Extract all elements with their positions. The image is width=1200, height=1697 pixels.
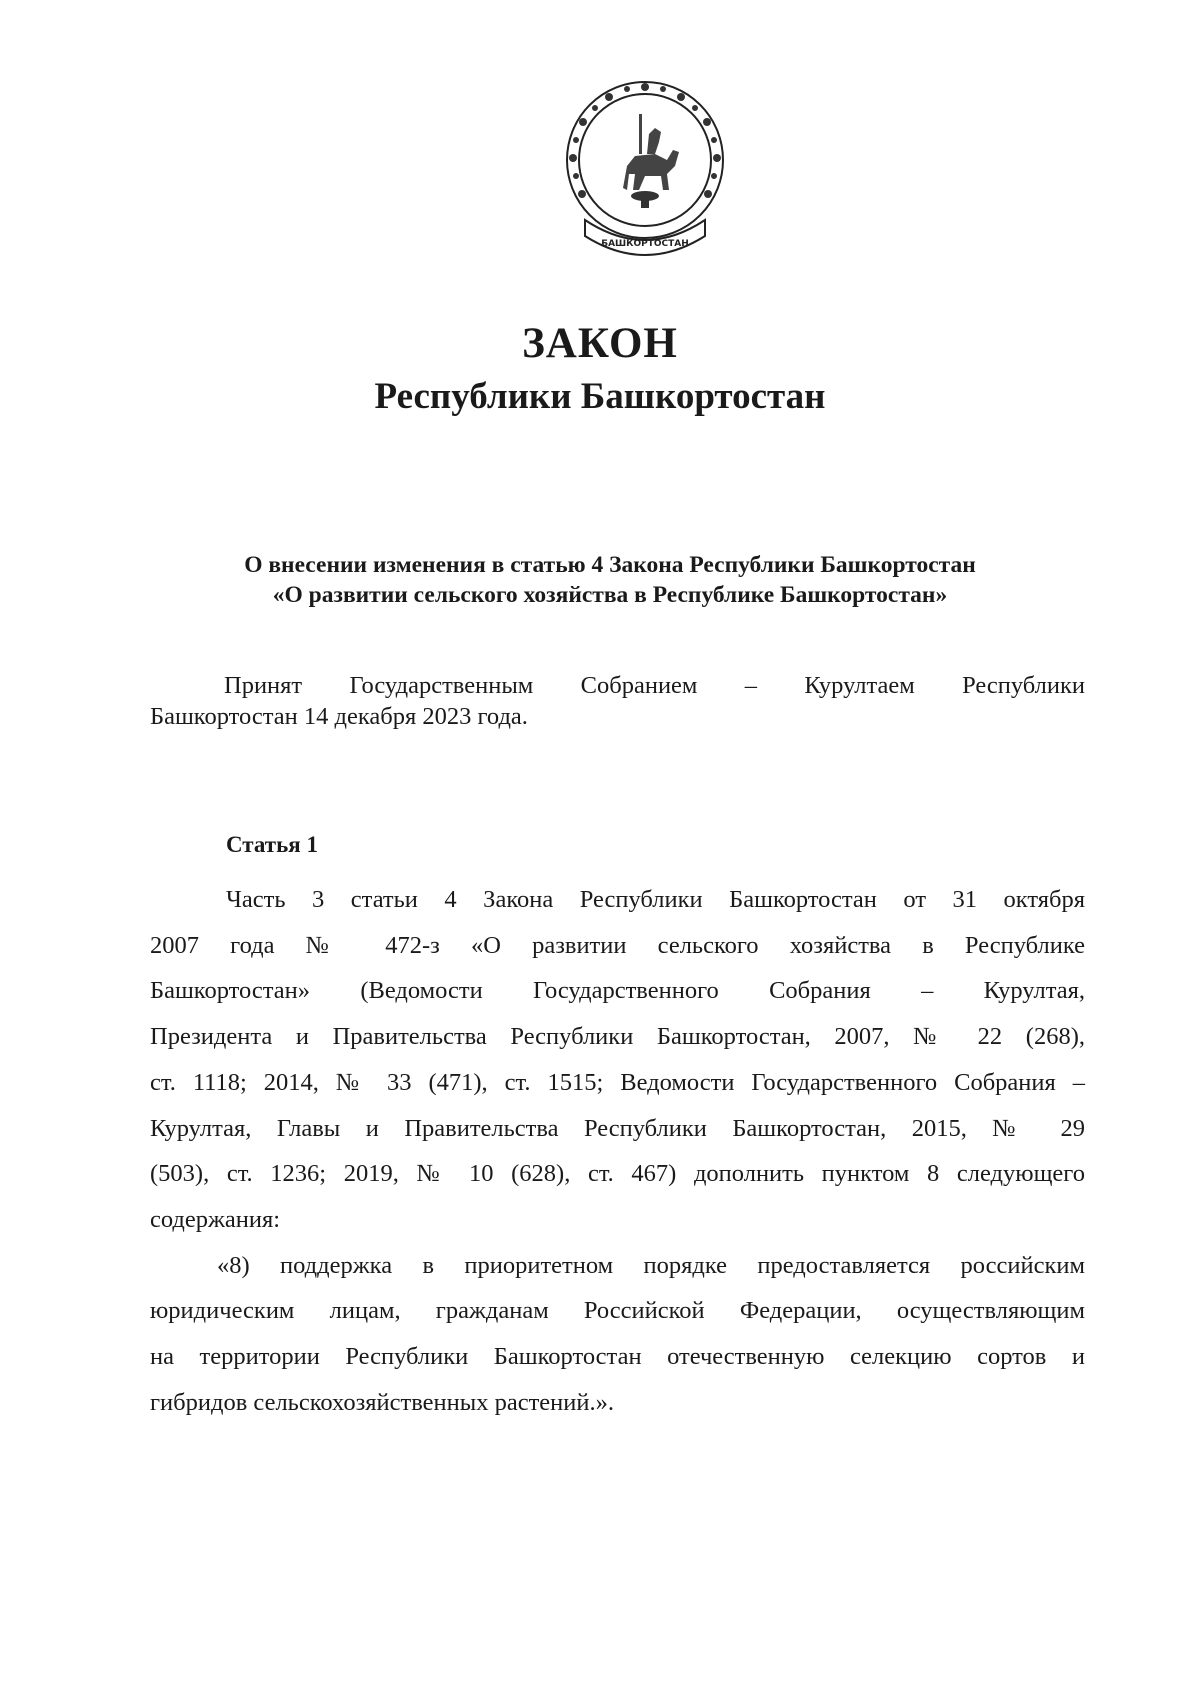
document-subtitle: Республики Башкортостан xyxy=(374,376,826,417)
adoption-line-2: Башкортостан 14 декабря 2023 года. xyxy=(150,703,528,730)
emblem-ribbon-text: БАШКОРТОСТАН xyxy=(601,239,689,249)
paragraph-line: на территории Республики Башкортостан отечественную селекцию сортов и xyxy=(150,1343,1085,1371)
paragraph-line: «8) поддержка в приоритетном порядке предоставляется российским xyxy=(217,1251,1085,1279)
paragraph-line: гибридов сельскохозяйственных растений.». xyxy=(150,1388,614,1416)
paragraph-line: содержания: xyxy=(150,1205,281,1233)
paragraph-line: Часть 3 статьи 4 Закона Республики Башкортостан от 31 октября xyxy=(226,886,1085,913)
adoption-statement xyxy=(150,670,1085,732)
paragraph-line: ст. 1118; 2014, № 33 (471), ст. 1515; Ведомости Государственного Собрания – xyxy=(150,1068,1085,1096)
paragraph-line: Башкортостан» (Ведомости Государственного Собрания – Курултая, xyxy=(150,977,1085,1005)
document-title-block xyxy=(0,318,1200,422)
coat-of-arms-emblem xyxy=(555,70,735,270)
article-body xyxy=(150,877,1085,1425)
paragraph-line: Президента и Правительства Республики Башкортостан, 2007, № 22 (268), xyxy=(150,1023,1085,1051)
article-title: Статья 1 xyxy=(226,832,318,857)
paragraph-line: 2007 года № 472-з «О развитии сельского хозяйства в Республике xyxy=(150,931,1085,959)
paragraph-line: юридическим лицам, гражданам Российской Федерации, осуществляющим xyxy=(150,1297,1085,1325)
paragraph-line: (503), ст. 1236; 2019, № 10 (628), ст. 467) дополнить пунктом 8 следующего xyxy=(150,1160,1085,1188)
law-name xyxy=(150,550,1070,610)
adoption-line-1: Принят Государственным Собранием – Курултаем Республики xyxy=(224,672,1085,699)
paragraph-line: Курултая, Главы и Правительства Республики Башкортостан, 2015, № 29 xyxy=(150,1114,1085,1142)
law-name-line-2: «О развитии сельского хозяйства в Республике Башкортостан» xyxy=(272,582,948,608)
law-name-line-1: О внесении изменения в статью 4 Закона Республики Башкортостан xyxy=(244,552,976,578)
document-title: ЗАКОН xyxy=(522,320,678,367)
